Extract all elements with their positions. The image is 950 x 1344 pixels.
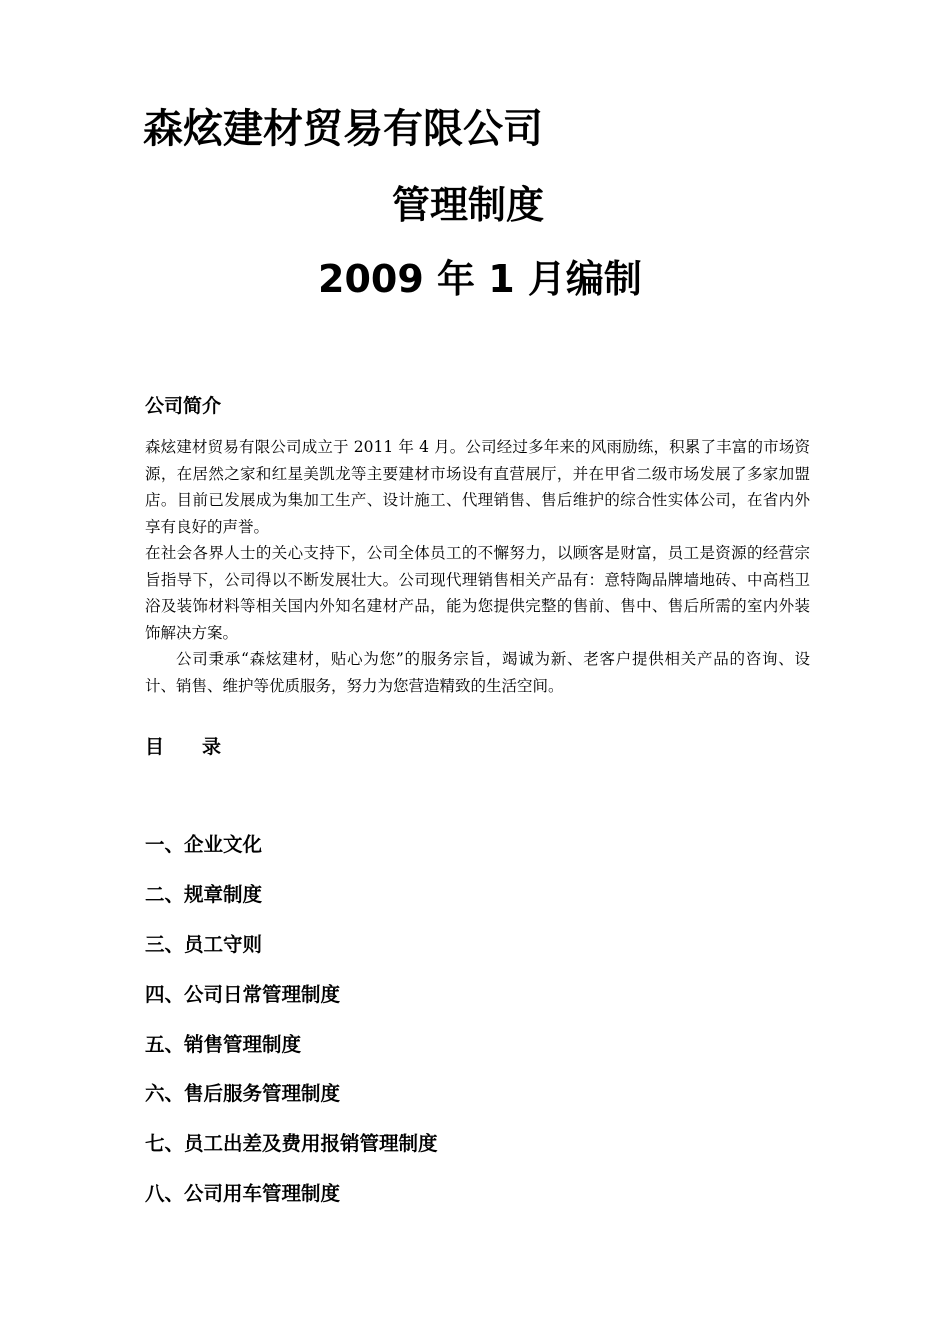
- toc-item: 一、企业文化: [145, 833, 263, 856]
- intro-paragraph: 公司秉承“森炫建材，贴心为您”的服务宗旨，竭诚为新、老客户提供相关产品的咨询、设计、销售、维护等优质服务，努力为您营造精致的生活空间。: [145, 650, 810, 695]
- toc-item: 二、规章制度: [145, 883, 263, 906]
- document-subtitle: 管理制度: [392, 183, 545, 227]
- company-title: 森炫建材贸易有限公司: [143, 106, 543, 152]
- toc-item: 三、员工守则: [145, 933, 263, 956]
- toc-item: 八、公司用车管理制度: [145, 1182, 341, 1205]
- toc-item: 七、员工出差及费用报销管理制度: [145, 1132, 438, 1155]
- toc-item: 六、售后服务管理制度: [145, 1082, 341, 1105]
- toc-item: 五、销售管理制度: [145, 1033, 302, 1056]
- document-date-line: 2009 年 1 月编制: [318, 257, 642, 301]
- toc-item: 四、公司日常管理制度: [145, 983, 341, 1006]
- intro-paragraph: 森炫建材贸易有限公司成立于 2011 年 4 月。公司经过多年来的风雨励练，积累了丰富的市场资源，在居然之家和红星美凯龙等主要建材市场设有直营展厅，并在甲省二级市场发展了多家加盟店。目前已发展成为集加工生产、设计施工、代理销售、售后维护的综合性实体公司，在省内外享有良好的声誉。: [145, 438, 810, 536]
- intro-paragraph: 在社会各界人士的关心支持下，公司全体员工的不懈努力，以顾客是财富，员工是资源的经营宗旨指导下，公司得以不断发展壮大。公司现代理销售相关产品有：意特陶品牌墙地砖、中高档卫浴及装饰材料等相关国内外知名建材产品，能为您提供完整的售前、售中、售后所需的室内外装饰解决方案。: [145, 544, 810, 642]
- toc-heading: 目 录: [145, 736, 222, 758]
- intro-body: [145, 434, 810, 699]
- intro-heading: 公司简介: [145, 395, 222, 417]
